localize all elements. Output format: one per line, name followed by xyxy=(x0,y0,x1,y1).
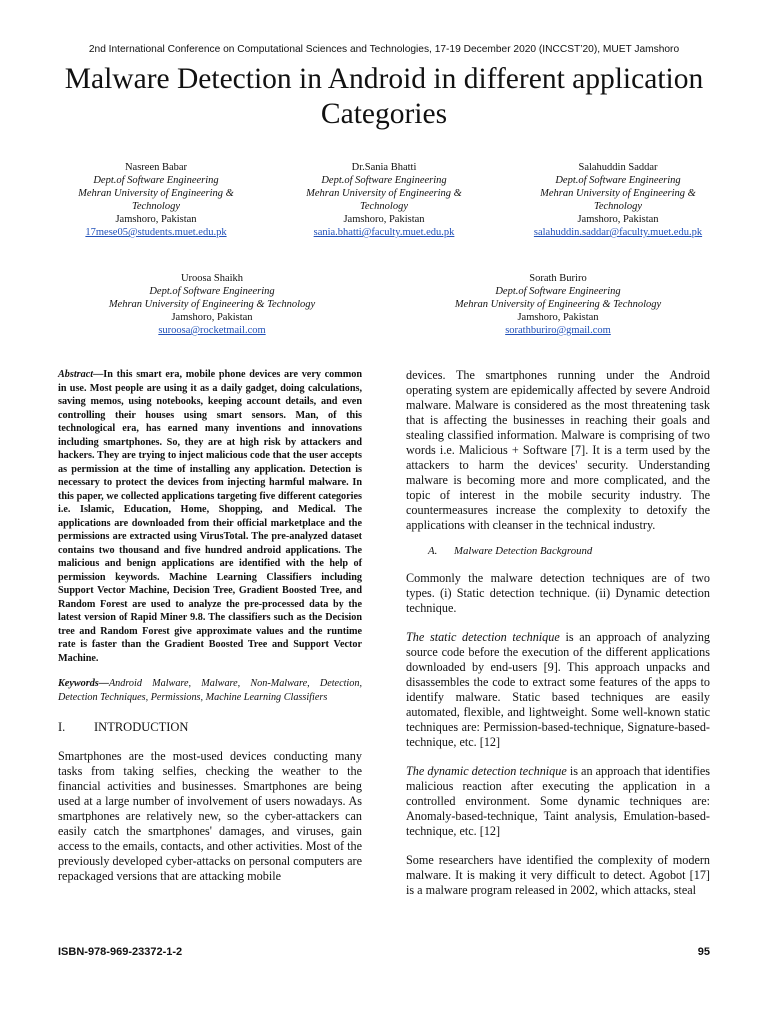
keywords xyxy=(58,677,362,704)
paragraph-text: is an approach that identifies malicious reaction after executing the application in a controlled environment. Some dynamic techniques are: Anomaly-based-technique, Taint analysis, Emulation-based-technique, etc. [12] xyxy=(406,764,711,838)
author-university: Mehran University of Engineering & Technology xyxy=(78,188,234,212)
author-name: Nasreen Babar xyxy=(124,162,188,173)
page-number: 95 xyxy=(697,946,710,958)
author-university: Mehran University of Engineering & Technology xyxy=(540,188,696,212)
author-dept: Dept.of Software Engineering xyxy=(93,175,219,186)
author-dept: Dept.of Software Engineering xyxy=(555,175,681,186)
author-email-link[interactable]: salahuddin.saddar@faculty.muet.edu.pk xyxy=(533,227,703,238)
section-heading-introduction xyxy=(58,720,362,735)
section-title: INTRODUCTION xyxy=(94,720,189,734)
left-column xyxy=(58,368,362,884)
author-location: Jamshoro, Pakistan xyxy=(115,214,197,225)
author-name: Salahuddin Saddar xyxy=(578,162,658,173)
author-name: Sorath Buriro xyxy=(529,273,587,284)
body-paragraph: devices. The smartphones running under the Android operating system are epidemically affected by severe Android malware. Malware is considered as the most threatening task that is affecting the businesses in reaching their goals and stealing classified information. Malware is comprising of two words i.e. Malicious + Software [7]. It is a term used by the attackers to harm the devices' security. Understanding malware is becoming more and more complicated, and the topic of interest in the mobile security industry. The countermeasures increase the complexity to detoxify the applications with cleanser in the technical industry. xyxy=(406,368,710,532)
body-paragraph xyxy=(406,764,710,839)
paragraph-text: is an approach of analyzing source code before the execution of the different applications downloaded by end-users [9]. This approach unpacks and disassembles the code to extract some features of the apps to identify malware. Static based techniques are easily automated, flexible, and lightweight. Some well-known static techniques are: Permission-based-technique, Signature-based-technique, etc. [12] xyxy=(406,630,711,749)
body-paragraph: Some researchers have identified the complexity of modern malware. It is making it very difficult to detect. Agobot [17] is a malware program released in 2002, which attacks, steal xyxy=(406,853,710,897)
subsection-number: A. xyxy=(428,545,438,557)
keywords-lead: Keywords— xyxy=(58,678,109,689)
author-block xyxy=(408,272,708,337)
term-static: The static detection technique xyxy=(406,630,560,644)
author-block xyxy=(62,272,362,337)
subsection-title: Malware Detection Background xyxy=(454,545,593,557)
right-column xyxy=(406,368,710,898)
subsection-heading xyxy=(406,545,710,557)
author-block xyxy=(36,161,276,239)
author-name: Dr.Sania Bhatti xyxy=(351,162,417,173)
abstract-lead: Abstract xyxy=(58,369,94,380)
author-block xyxy=(264,161,504,239)
intro-paragraph: Smartphones are the most-used devices conducting many tasks from taking selfies, checking the weather to the financial activities and businesses. Smartphones are being used at a large number of involvement of users nowadays. As smartphones are relatively new, so the cyber-attackers can easily catch the smartphones' damages, and viruses, gain access to the emails, contacts, and other activities. Most of the previously developed cyber-attacks on personal computers are repackaged versions that are attacking mobile xyxy=(58,749,362,883)
author-dept: Dept.of Software Engineering xyxy=(321,175,447,186)
author-location: Jamshoro, Pakistan xyxy=(343,214,425,225)
term-dynamic: The dynamic detection technique xyxy=(406,764,567,778)
author-block xyxy=(498,161,738,239)
author-location: Jamshoro, Pakistan xyxy=(171,312,253,323)
author-location: Jamshoro, Pakistan xyxy=(517,312,599,323)
body-paragraph: Commonly the malware detection techniques are of two types. (i) Static detection technique. (ii) Dynamic detection technique. xyxy=(406,571,710,615)
section-number: I. xyxy=(58,720,66,734)
abstract-text: —In this smart era, mobile phone devices are very common in use. Most people are using it as a daily gadget, doing calculations, saving memos, using notebooks, keeping account details, and even controlling their houses using smart sensors. Man, of this technological era, has earned many inventions and innovations including smartphones. So, they are at high risk by attackers and hackers. They are trying to inject malicious code that the user accepts as permission at the time of installing any application. Detection is necessary to protect the devices from injecting harmful malware. In this paper, we collected applications targeting five different categories i.e. Islamic, Education, Home, Shopping, and Medical. The applications are downloaded from their official marketplace and the permissions are extracted using VirusTotal. The pre-analyzed dataset contains two thousand and five hundred android applications. The malicious and benign applications are identified with the help of permission keywords. Machine Learning Classifiers including Support Vector Machine, Decision Tree, Gradient Boosted Tree, and Random Forest are used to analyze the pre-processed data by the latest version of Rapid Miner 9.8. The classifiers such as the Decision tree and Random Forest give approximate values and the runtime rate is faster than the Gradient Boosted Tree and Support Vector Machine. xyxy=(58,369,362,664)
author-location: Jamshoro, Pakistan xyxy=(577,214,659,225)
keywords-text: Android Malware, Malware, Non-Malware, Detection, Detection Techniques, Permissions, Machine Learning Classifiers xyxy=(58,678,362,703)
author-university: Mehran University of Engineering & Technology xyxy=(306,188,462,212)
author-name: Uroosa Shaikh xyxy=(180,273,244,284)
author-dept: Dept.of Software Engineering xyxy=(149,286,275,297)
paper-title: Malware Detection in Android in different application Categories xyxy=(64,63,704,130)
author-email-link[interactable]: suroosa@rocketmail.com xyxy=(158,325,266,336)
author-university: Mehran University of Engineering & Technology xyxy=(454,299,662,310)
author-email-link[interactable]: 17mese05@students.muet.edu.pk xyxy=(85,227,227,238)
author-university: Mehran University of Engineering & Technology xyxy=(108,299,316,310)
author-dept: Dept.of Software Engineering xyxy=(495,286,621,297)
conference-header: 2nd International Conference on Computational Sciences and Technologies, 17-19 December 2020 (INCCST’20), MUET Jamshoro xyxy=(88,44,680,55)
author-email-link[interactable]: sorathburiro@gmail.com xyxy=(505,325,611,336)
body-paragraph xyxy=(406,630,710,750)
author-email-link[interactable]: sania.bhatti@faculty.muet.edu.pk xyxy=(313,227,455,238)
abstract xyxy=(58,368,362,665)
footer-isbn: ISBN-978-969-23372-1-2 xyxy=(58,946,183,958)
